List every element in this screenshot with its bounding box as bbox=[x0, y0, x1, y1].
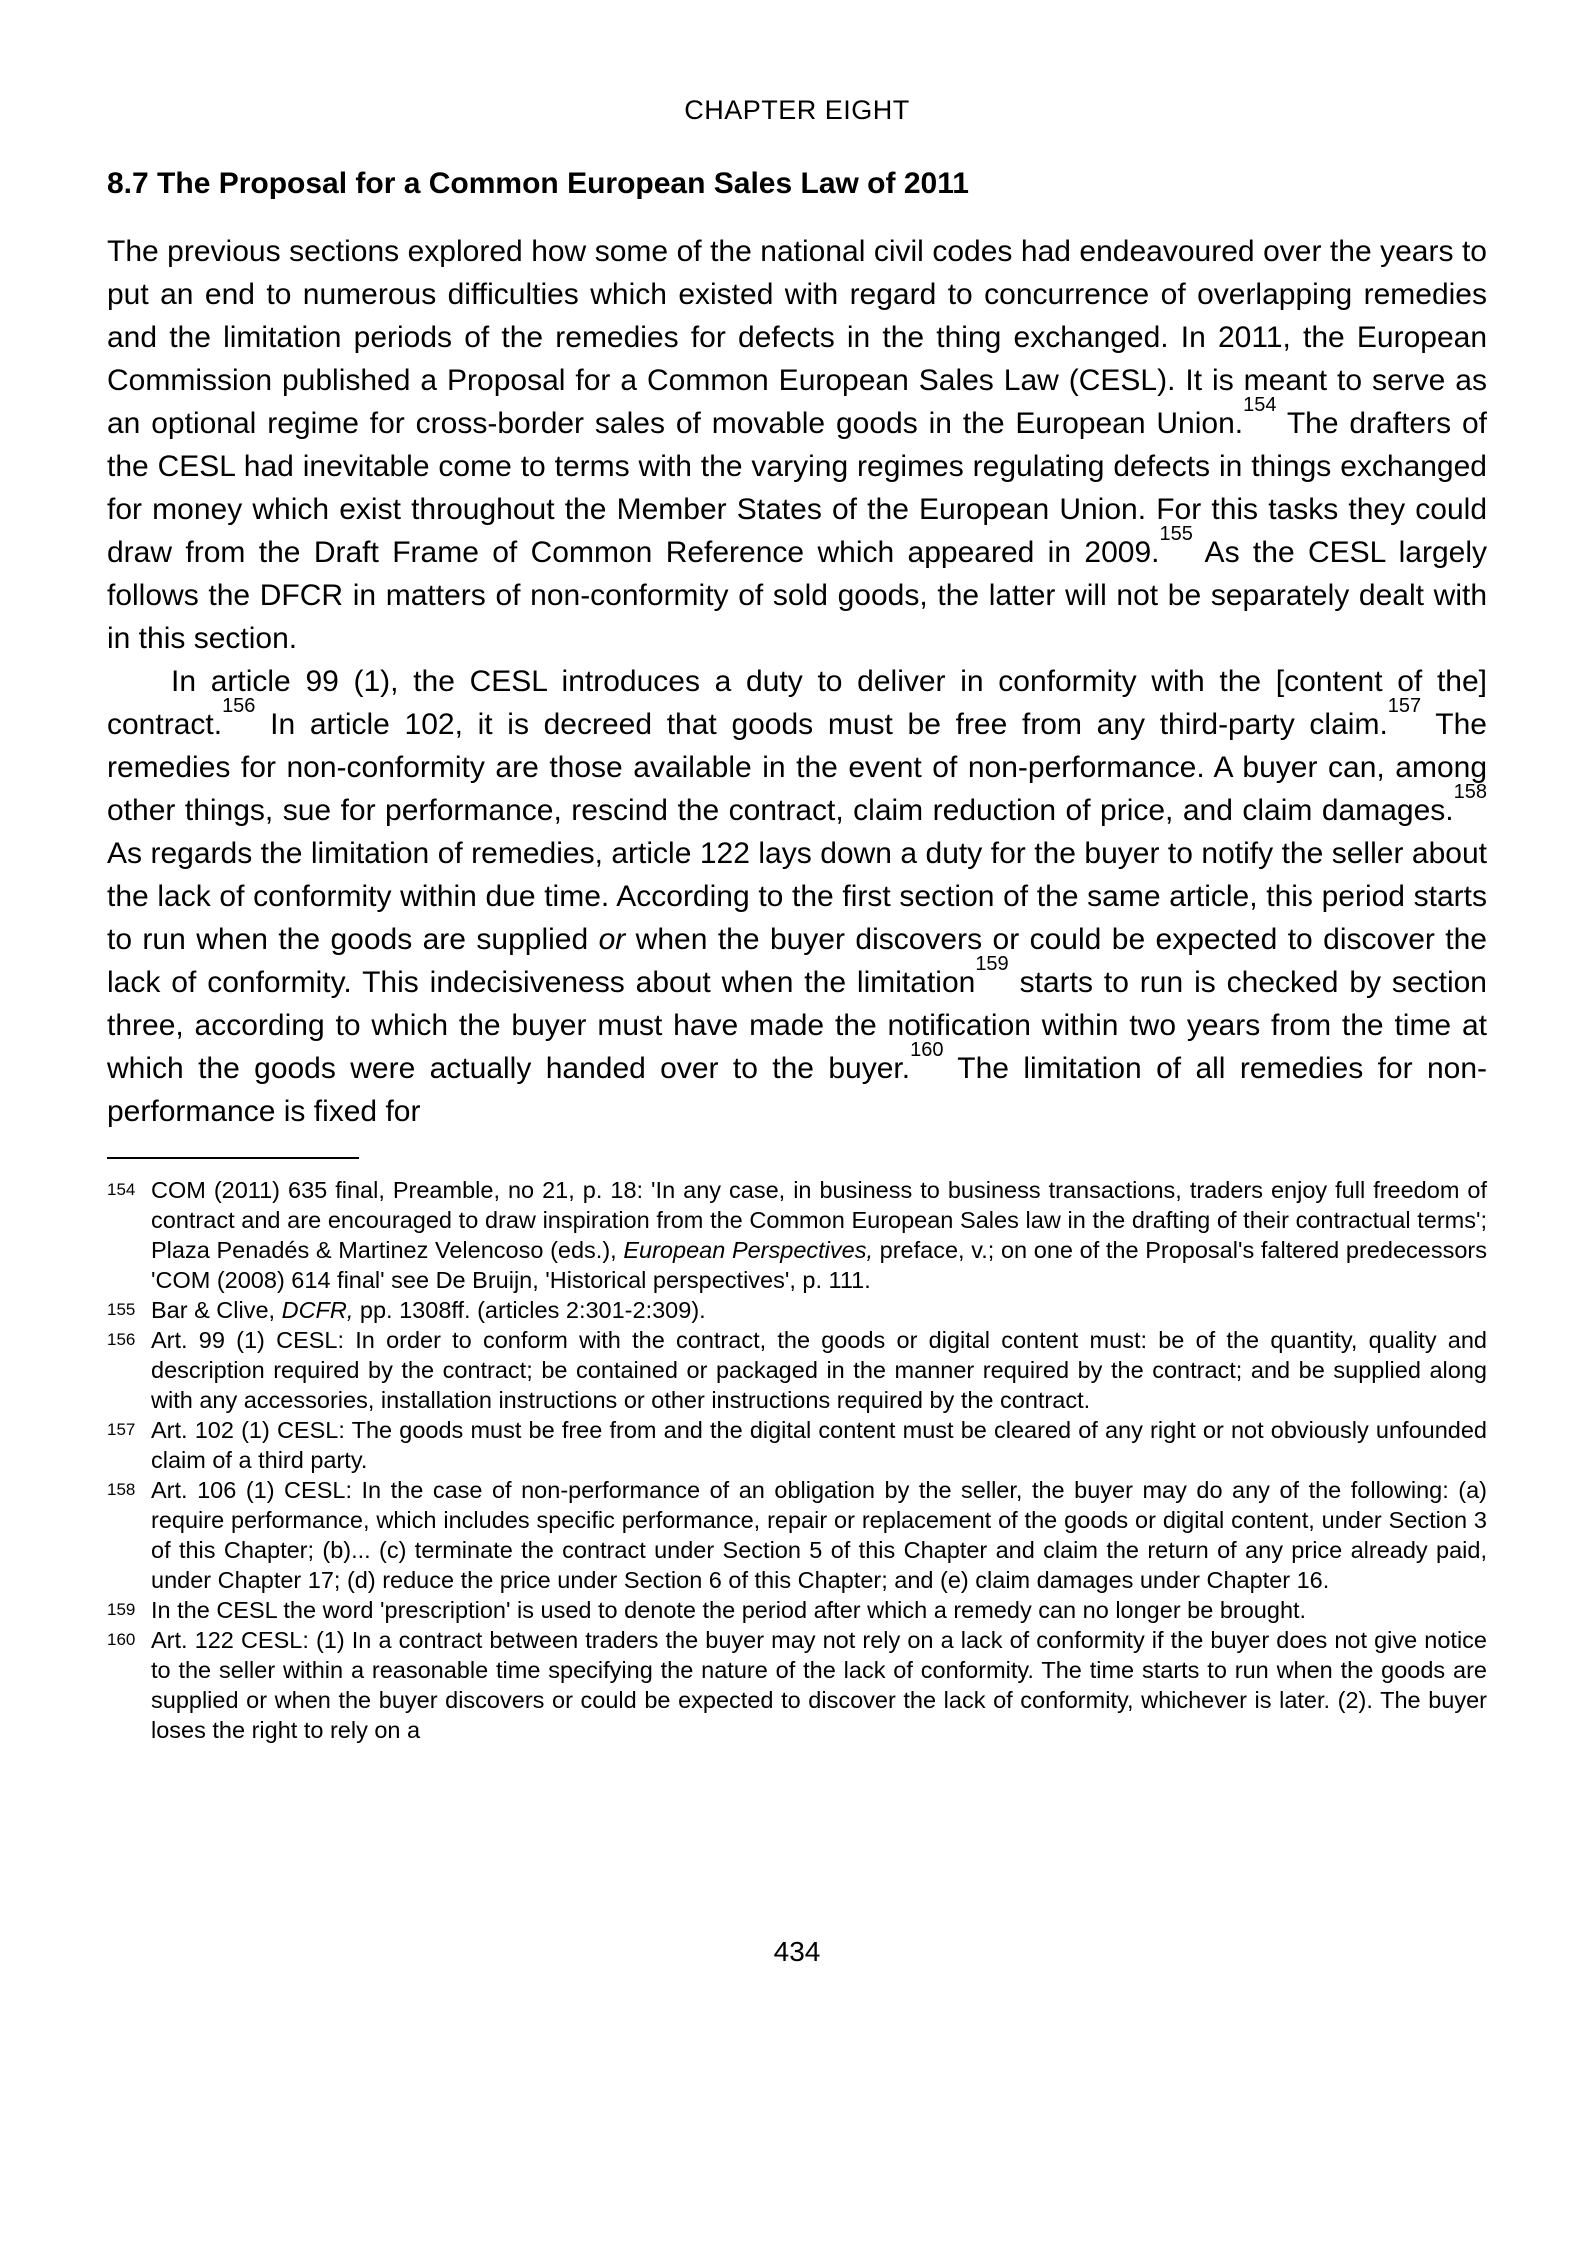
footnote-text: Art. 102 (1) CESL: The goods must be free from and the digital content must be cleared of any right or not obviously unfounded claim of a third party. bbox=[151, 1417, 1487, 1473]
footnote-ref: 160 bbox=[910, 1039, 944, 1061]
italic-text: or bbox=[598, 923, 626, 956]
footnote-number: 157 bbox=[107, 1420, 136, 1439]
footnote-ref: 156 bbox=[222, 695, 256, 717]
page-number: 434 bbox=[773, 1936, 821, 1967]
footnote-158 bbox=[107, 1475, 1487, 1595]
footnote-ref: 158 bbox=[1453, 781, 1487, 803]
chapter-running-header: CHAPTER EIGHT bbox=[684, 95, 910, 125]
footnote-155 bbox=[107, 1295, 1487, 1325]
footnote-text: In the CESL the word 'prescription' is used to denote the period after which a remedy can no longer be brought. bbox=[151, 1597, 1307, 1623]
italic-text: European Perspectives, bbox=[623, 1237, 873, 1263]
footnote-text: Art. 106 (1) CESL: In the case of non-performance of an obligation by the seller, the buyer may do any of the following: (a) require performance, which includes specific performance, repair or replacement of the goods or digital content, under Section 3 of this Chapter; (b)... (c) terminate the contract under Section 5 of this Chapter and claim the return of any price already paid, under Chapter 17; (d) reduce the price under Section 6 of this Chapter; and (e) claim damages under Chapter 16. bbox=[151, 1477, 1487, 1593]
footnote-text: COM (2011) 635 final, Preamble, no 21, p. 18: 'In any case, in business to business transactions, traders enjoy full freedom of contract and are encouraged to draw inspiration from the Common European Sales law in the drafting of their contractual terms'; Plaza Penadés & Martinez Velencoso (eds.), European Perspectives, preface, v.; on one of the Proposal's faltered predecessors 'COM (2008) 614 final' see De Bruijn, 'Historical perspectives', p. 111. bbox=[151, 1177, 1487, 1293]
footnote-156 bbox=[107, 1325, 1487, 1415]
italic-text: DCFR, bbox=[281, 1297, 354, 1323]
body-paragraph-1: The previous sections explored how some of the national civil codes had endeavoured over the years to put an end to numerous difficulties which existed with regard to concurrence of overlapping remedies and the limitation periods of the remedies for defects in the thing exchanged. In 2011, the European Commission published a Proposal for a Common European Sales Law (CESL). It is meant to serve as an optional regime for cross-border sales of movable goods in the European Union.$^{154}$ The drafters of the CESL had inevitable come to terms with the varying regimes regulating defects in things exchanged for money which exist throughout the Member States of the European Union. For this tasks they could draw from the Draft Frame of Common Reference which appeared in 2009.$^{155}$ As the CESL largely follows the DFCR in matters of non-conformity of sold goods, the latter will not be separately dealt with in this section. bbox=[107, 235, 1487, 655]
footnote-number: 160 bbox=[107, 1630, 136, 1649]
footnote-ref: 154 bbox=[1243, 394, 1277, 416]
footnotes-section bbox=[107, 1175, 1487, 1745]
footnote-number: 159 bbox=[107, 1600, 136, 1619]
footnote-160 bbox=[107, 1625, 1487, 1745]
footnote-text: Bar & Clive, DCFR, pp. 1308ff. (articles 2:301-2:309). bbox=[151, 1297, 706, 1323]
footnote-ref: 157 bbox=[1387, 695, 1422, 717]
footnote-text: Art. 99 (1) CESL: In order to conform with the contract, the goods or digital content must: be of the quantity, quality and description required by the contract; be contained or packaged in the manner required by the contract; and be supplied along with any accessories, installation instructions or other instructions required by the contract. bbox=[151, 1327, 1487, 1413]
footnote-text: Art. 122 CESL: (1) In a contract between traders the buyer may not rely on a lack of conformity if the buyer does not give notice to the seller within a reasonable time specifying the nature of the lack of conformity. The time starts to run when the goods are supplied or when the buyer discovers or could be expected to discover the lack of conformity, whichever is later. (2). The buyer loses the right to rely on a bbox=[151, 1627, 1487, 1743]
footnote-divider bbox=[107, 1157, 359, 1159]
footnote-number: 155 bbox=[107, 1300, 136, 1319]
footnote-number: 158 bbox=[107, 1480, 136, 1499]
footnote-number: 154 bbox=[107, 1180, 136, 1199]
footnote-ref: 159 bbox=[975, 953, 1009, 975]
body-paragraph-2: In article 99 (1), the CESL introduces a duty to deliver in conformity with the [content of the] contract.$^{156}$ In article 102, it is decreed that goods must be free from any third-party claim.$^{157}$ The remedies for non-conformity are those available in the event of non-performance. A buyer can, among other things, sue for performance, rescind the contract, claim reduction of price, and claim damages.$^{158}$ As regards the limitation of remedies, article 122 lays down a duty for the buyer to notify the seller about the lack of conformity within due time. According to the first section of the same article, this period starts to run when the goods are supplied or when the buyer discovers or could be expected to discover the lack of conformity. This indecisiveness about when the limitation$^{159}$ starts to run is checked by section three, according to which the buyer must have made the notification within two years from the time at which the goods were actually handed over to the buyer.$^{160}$ The limitation of all remedies for non-performance is fixed for bbox=[107, 665, 1487, 1128]
footnote-154 bbox=[107, 1175, 1487, 1295]
footnote-159 bbox=[107, 1595, 1487, 1625]
section-title: 8.7 The Proposal for a Common European Sales Law of 2011 bbox=[107, 167, 969, 200]
footnote-number: 156 bbox=[107, 1330, 136, 1349]
footnote-ref: 155 bbox=[1159, 523, 1193, 545]
footnote-157 bbox=[107, 1415, 1487, 1475]
